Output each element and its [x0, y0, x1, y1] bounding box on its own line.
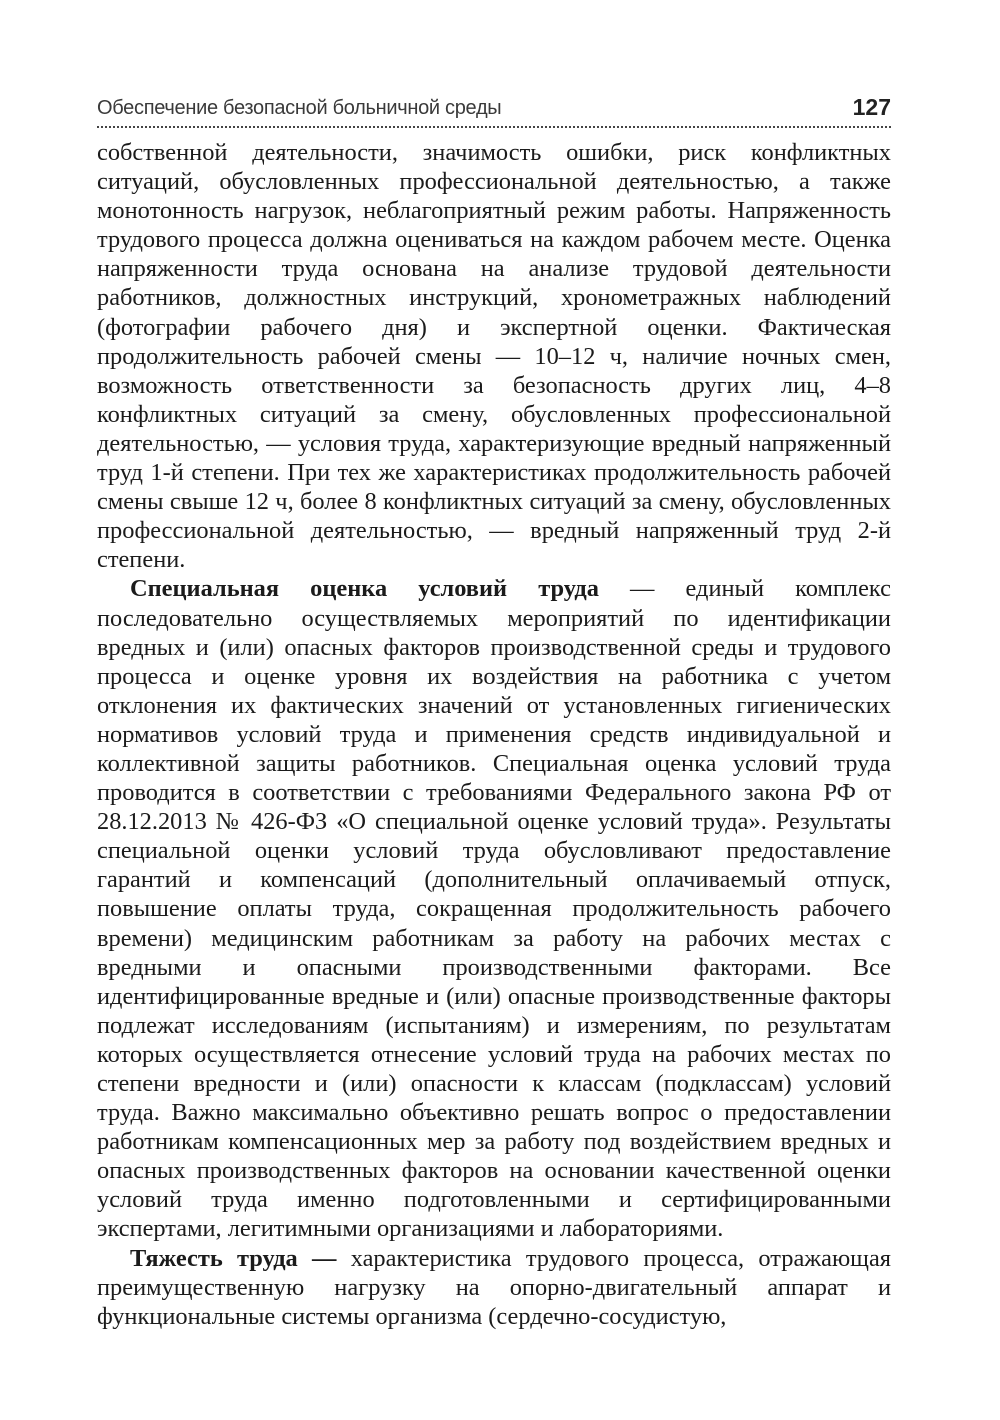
book-page: [97, 88, 891, 1331]
header-dotted-rule: [97, 126, 891, 128]
page-number: 127: [852, 94, 891, 120]
paragraph: [97, 138, 891, 574]
body-text: [97, 138, 891, 1331]
paragraph-text: характеристика трудового процесса, отражающая преимущественную нагрузку на опорно-двигательный аппарат и функциональные системы организма (сердечно-сосудистую,: [97, 1244, 892, 1330]
paragraph-term: Специальная оценка условий труда: [130, 575, 599, 603]
paragraph: [97, 574, 891, 1243]
running-header: [97, 88, 891, 124]
paragraph-text: собственной деятельности, значимость ошибки, риск конфликтных ситуаций, обусловленных профессиональной деятельностью, а также монотонность нагрузок, неблагоприятный режим работы. Напряженность трудового процесса должна оцениваться на каждом рабочем месте. Оценка напряженности труда основана на анализе трудовой деятельности работников, должностных инструкций, хронометражных наблюдений (фотографии рабочего дня) и экспертной оценки. Фактическая продолжительность рабочей смены — 10–12 ч, наличие ночных смен, возможность ответственности за безопасность других лиц, 4–8 конфликтных ситуаций за смену, обусловленных профессиональной деятельностью, — условия труда, характеризующие вредный напряженный труд 1-й степени. При тех же характеристиках продолжительность рабочей смены свыше 12 ч, более 8 конфликтных ситуаций за смену, обусловленных профессиональной деятельностью, — вредный напряженный труд 2-й степени.: [97, 139, 891, 574]
paragraph-term: Тяжесть труда —: [130, 1244, 337, 1272]
paragraph-text: — единый комплекс последовательно осуществляемых мероприятий по идентификации вредных и (или) опасных факторов производственной среды и трудового процесса и оценке уровня их воздействия на работника с учетом отклонения их фактических значений от установленных гигиенических нормативов условий труда и применения средств индивидуальной и коллективной защиты работников. Специальная оценка условий труда проводится в соответствии с требованиями Федерального закона РФ от 28.12.2013 № 426-ФЗ «О специальной оценке условий труда». Результаты специальной оценки условий труда обусловливают предоставление гарантий и компенсаций (дополнительный оплачиваемый отпуск, повышение оплаты труда, сокращенная продолжительность рабочего времени) медицинским работникам за работу на рабочих местах с вредными и опасными производственными факторами. Все идентифицированные вредные и (или) опасные производственные факторы подлежат исследованиям (испытаниям) и измерениям, по результатам которых осуществляется отнесение условий труда на рабочих местах по степени вредности и (или) опасности к классам (подклассам) условий труда. Важно максимально объективно решать вопрос о предоставлении работникам компенсационных мер за работу под воздействием вредных и опасных производственных факторов на основании качественной оценки условий труда именно подготовленными и сертифицированными экспертами, легитимными организациями и лабораториями.: [97, 575, 891, 1243]
section-title: Обеспечение безопасной больничной среды: [97, 97, 502, 119]
paragraph: [97, 1244, 891, 1331]
